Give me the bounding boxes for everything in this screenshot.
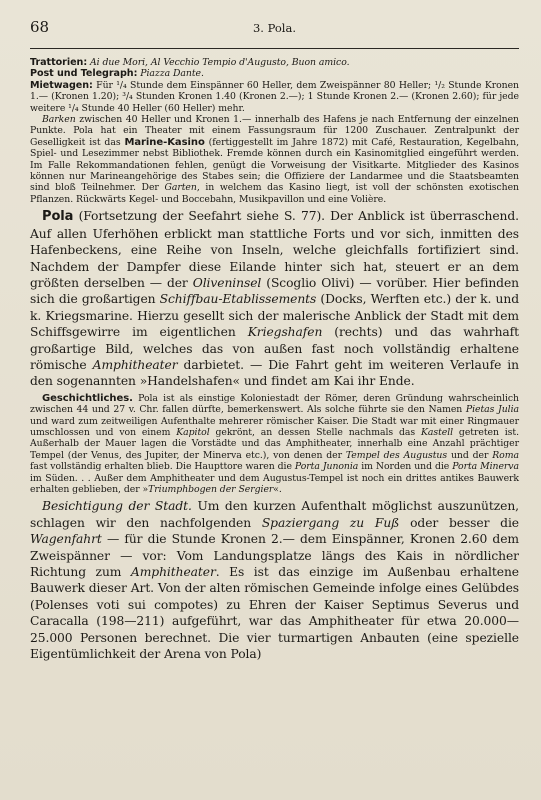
pola-text-5: darbietet. — Die Fahrt geht im weiteren Verlaufe in den sogenannten »Handelshafen« und findet am Kai ihr Ende.	[30, 357, 519, 389]
pola-text-2: (Scoglio Olivi) — vorüber. Hier befinden sich die großartigen	[30, 275, 519, 307]
spaziergang: Spaziergang zu Fuß	[261, 515, 400, 530]
geschichte-text-5: und der	[447, 449, 493, 461]
mietwagen-text: Für ¹/₄ Stunde dem Einspänner 60 Heller, dem Zweispänner 80 Heller; ¹/₂ Stunde Kronen 1.— (Kronen 1.20); ³/₄ Stunden Kronen 1.40 (Kronen 2.—); 1 Stunde Kronen 2.— (Kronen 2.60); für jede weitere ¹/₄ Stunde 40 Heller (60 Heller) mehr.	[30, 79, 519, 114]
barken-label: Barken	[42, 114, 76, 126]
schiffbau: Schiffbau-Etablissements	[159, 292, 317, 307]
geschichte-paragraph	[30, 393, 519, 496]
post-label: Post und Telegraph:	[30, 68, 138, 80]
pola-text-3: (Docks, Werften etc.) der k. und k. Kriegsmarine. Hierzu gesellt sich der malerische Anblick der Stadt mit dem Schiffsgewirre im eigentlichen	[30, 292, 520, 340]
besichtigung-paragraph	[30, 498, 519, 662]
tempel-augustus: Tempel des Augustus	[345, 449, 448, 461]
garten-term: Garten	[164, 182, 197, 194]
running-title: 3. Pola.	[252, 21, 296, 35]
besichtigung-text-4: . Es ist das einzige im Außenbau erhaltene Bauwerk dieser Art. Von der alten römischen Gemeinde infolge eines Gelübdes (Polenses voti sui compotes) zu Ehren der Kaiser Septimus Severus und Caracalla (198—211) aufgeführt, war das Amphitheater für etwa 20.000—25.000 Personen berechnet. Die vier turmartigen Anbauten (eine spezielle Eigentümlichkeit der Arena von Pola)	[30, 565, 519, 662]
porta-minerva: Porta Minerva	[452, 461, 519, 473]
trattorien-text: Ai due Mori, Al Vecchio Tempio d'Augusto, Buon amico.	[87, 57, 350, 68]
oliveninsel: Oliveninsel	[192, 275, 262, 290]
besichtigung-text-2: oder besser die	[399, 515, 520, 530]
geschichte-text-9: «.	[273, 484, 282, 495]
besichtigung-text-3: — für die Stunde Kronen 2.— dem Einspänner, Kronen 2.60 dem Zweispänner — vor: Vom Landungsplatze längs des Kais in nördlicher Richtung zum	[30, 532, 519, 580]
page-header	[30, 18, 519, 49]
besichtigung-text-1: Um den kurzen Aufenthalt möglichst auszunützen, schlagen wir den nachfolgenden	[30, 499, 519, 530]
pola-text-4: (rechts) und das wahrhaft großartige Bild, welches das von außen fast noch vollständig erhaltene römische	[30, 325, 519, 372]
pola-paragraph	[30, 208, 519, 389]
marine-kasino: Marine-Kasino	[124, 136, 205, 148]
geschichte-heading: Geschichtliches.	[42, 392, 133, 404]
mietwagen-label: Mietwagen:	[30, 79, 93, 91]
page-number: 68	[30, 18, 50, 36]
wagenfahrt: Wagenfahrt	[30, 532, 102, 547]
kasino-text: (fertiggestellt im Jahre 1872) mit Café, Restauration, Kegelbahn, Spiel- und Lesezimmer nebst Bibliothek. Fremde können durch ein Kasinomitglied eingeführt werden. Im Falle Rekommandationen fehlen, genügt die Vorweisung der Visitkarte. Mitglieder des Kasinos können nur Marineangehörige des Stabes sein; die Offiziere der Landarmee und die Staatsbeamten sind bloß Teilnehmer. Der	[30, 136, 519, 194]
geschichte-text-3: gekrönt, an dessen Stelle nachmals das	[209, 426, 421, 438]
kriegshafen: Kriegshafen	[247, 325, 323, 340]
triumphbogen: Triumphbogen der Sergier	[148, 484, 274, 495]
kapitol: Kapitol	[176, 426, 210, 438]
roma: Roma	[492, 449, 519, 461]
geschichte-text-6: fast vollständig erhalten blieb. Die Haupttore waren die	[30, 461, 295, 473]
trattorien-label: Trattorien:	[30, 57, 88, 68]
trattorien-entry	[30, 57, 519, 68]
post-text: Piazza Dante.	[137, 68, 204, 80]
geschichte-text-7: im Norden und die	[358, 461, 453, 473]
amphitheater-term: Amphitheater	[92, 357, 178, 372]
post-entry	[30, 68, 519, 79]
pietas-julia: Pietas Julia	[465, 404, 519, 416]
besichtigung-heading: Besichtigung der Stadt.	[42, 499, 192, 514]
geschichte-text-4: getreten ist. Außerhalb der Mauer lagen die Vorstädte und das Amphitheater, innerhalb eine Anzahl prächtiger Tempel (der Venus, des Jupiter, der Minerva etc.), von denen der	[30, 426, 519, 461]
geschichte-text-2: und ward zum zeitweiligen Aufenthalte mehrerer römischer Kaiser. Die Stadt war mit einer Ringmauer umschlossen und von einem	[30, 415, 519, 438]
geschichte-text-8: im Süden. . . Außer dem Amphitheater und dem Augustus-Tempel ist noch ein drittes antikes Bauwerk erhalten geblieben, der »	[30, 472, 519, 495]
garten-text: , in welchem das Kasino liegt, ist voll der schönsten exotischen Pflanzen. Rückwärts Kegel- und Boccebahn, Musikpavillon und eine Volière.	[30, 182, 519, 205]
barken-text: zwischen 40 Heller und Kronen 1.— innerhalb des Hafens je nach Entfernung der einzelnen Punkte. Pola hat ein Theater mit einem Fassungsraum für 1200 Zuschauer. Zentralpunkt der Geselligkeit ist das	[30, 114, 519, 148]
mietwagen-entry	[30, 80, 519, 114]
barken-entry	[30, 114, 519, 205]
pola-text-1: (Fortsetzung der Seefahrt siehe S. 77). Der Anblick ist überraschend. Auf allen Uferhöhen erblickt man stattliche Forts und vor sich, inmitten des Hafenbeckens, eine Reihe von Inseln, welche gleichfalls fortifiziert sind. Nachdem der Dampfer diese Eilande hinter sich hat, steuert er an dem größten derselben — der	[30, 209, 519, 290]
kastell: Kastell	[420, 426, 454, 438]
amphitheater-term-2: Amphitheater	[130, 565, 216, 580]
pola-heading: Pola	[42, 209, 74, 225]
geschichte-text-1: Pola ist als einstige Koloniestadt der Römer, deren Gründung wahrscheinlich zwischen 44 und 27 v. Chr. fallen dürfte, bemerkenswert. Als solche führte sie den Namen	[30, 392, 519, 416]
porta-junonia: Porta Junonia	[294, 461, 359, 473]
